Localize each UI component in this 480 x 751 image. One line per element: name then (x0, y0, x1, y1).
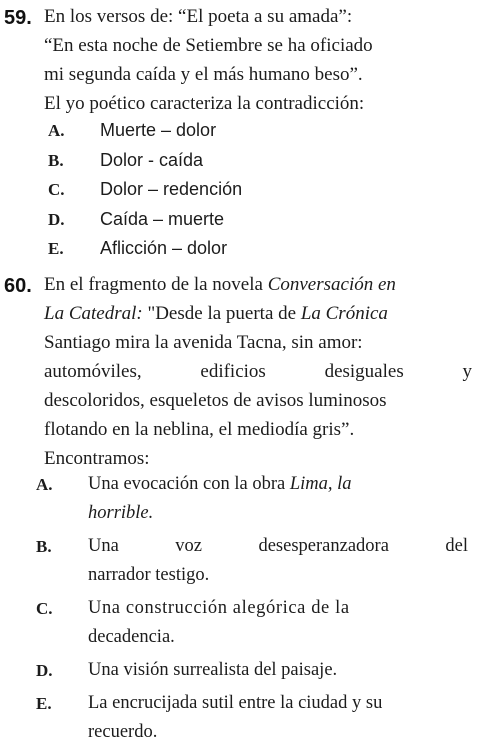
options-list (48, 116, 448, 264)
stem-line: Encontramos: (44, 448, 150, 469)
stem-line (44, 270, 472, 299)
option-word: voz (175, 536, 202, 556)
novel-title: La Catedral: (44, 303, 143, 324)
option-letter: C. (36, 599, 53, 618)
option-c[interactable] (36, 594, 468, 652)
stem-line (44, 357, 472, 386)
option-letter: D. (48, 209, 65, 229)
option-b[interactable] (48, 146, 448, 176)
option-letter: C. (48, 180, 65, 199)
option-letter: B. (48, 150, 64, 170)
stem-line: El yo poético caracteriza la contradicción: (44, 93, 365, 114)
work-title: Lima, la (289, 474, 352, 494)
question-stem (44, 270, 472, 473)
stem-text: "Desde la puerta de (142, 303, 301, 324)
option-letter: A. (48, 121, 65, 140)
stem-line: mi segunda caída y el más humano beso”. (44, 64, 363, 85)
stem-line: descoloridos, esqueletos de avisos luminosos (44, 390, 387, 411)
option-text: Muerte – dolor (100, 120, 217, 140)
work-title: horrible. (88, 503, 154, 523)
newspaper-title: La Crónica (300, 303, 388, 324)
option-word: desesperanzadora (258, 536, 389, 556)
option-d[interactable] (36, 656, 468, 685)
option-text: Caída – muerte (100, 208, 225, 229)
options-list (36, 470, 468, 751)
option-e[interactable] (36, 689, 468, 747)
question-stem (44, 2, 472, 118)
option-text: Dolor – redención (100, 179, 243, 199)
option-line: La encrucijada sutil entre la ciudad y su (88, 693, 383, 713)
option-letter: E. (48, 239, 64, 258)
stem-word: automóviles, (44, 361, 142, 382)
option-fragment: Una evocación con la obra (88, 474, 290, 494)
option-a[interactable] (48, 116, 448, 146)
option-letter: A. (36, 475, 53, 494)
option-line: narrador testigo. (88, 565, 210, 585)
option-line: Una visión surrealista del paisaje. (88, 660, 338, 680)
option-b[interactable] (36, 532, 468, 590)
stem-line: flotando en la neblina, el mediodía gris”. (44, 419, 355, 440)
stem-word: edificios (200, 361, 266, 382)
option-e[interactable] (48, 234, 448, 264)
option-text (88, 470, 468, 528)
option-letter: D. (36, 661, 53, 680)
option-d[interactable] (48, 205, 448, 235)
option-text: Dolor - caída (100, 149, 204, 170)
option-text: Aflicción – dolor (100, 238, 228, 258)
option-letter: E. (36, 694, 52, 713)
stem-line (44, 299, 472, 328)
option-c[interactable] (48, 175, 448, 205)
option-text (88, 594, 468, 652)
stem-line: Santiago mira la avenida Tacna, sin amor: (44, 332, 363, 353)
option-word: Una (88, 536, 119, 556)
option-line (88, 470, 468, 499)
novel-title: Conversación en (267, 274, 396, 295)
option-letter: B. (36, 537, 52, 556)
option-text (88, 532, 468, 590)
option-text (88, 656, 468, 685)
option-line: recuerdo. (88, 722, 158, 742)
option-line: Una construcción alegórica de la (88, 598, 350, 618)
stem-text: En el fragmento de la novela (44, 274, 268, 295)
option-word: del (445, 536, 468, 556)
option-text (88, 689, 468, 747)
question-number: 60. (4, 275, 32, 297)
option-line (88, 532, 468, 561)
question-number: 59. (4, 7, 32, 29)
option-line: decadencia. (88, 627, 175, 647)
stem-word: desiguales (324, 361, 404, 382)
option-a[interactable] (36, 470, 468, 528)
stem-line: En los versos de: “El poeta a su amada”: (44, 6, 353, 27)
stem-line: “En esta noche de Setiembre se ha oficiado (44, 35, 373, 56)
stem-word: y (462, 361, 472, 382)
